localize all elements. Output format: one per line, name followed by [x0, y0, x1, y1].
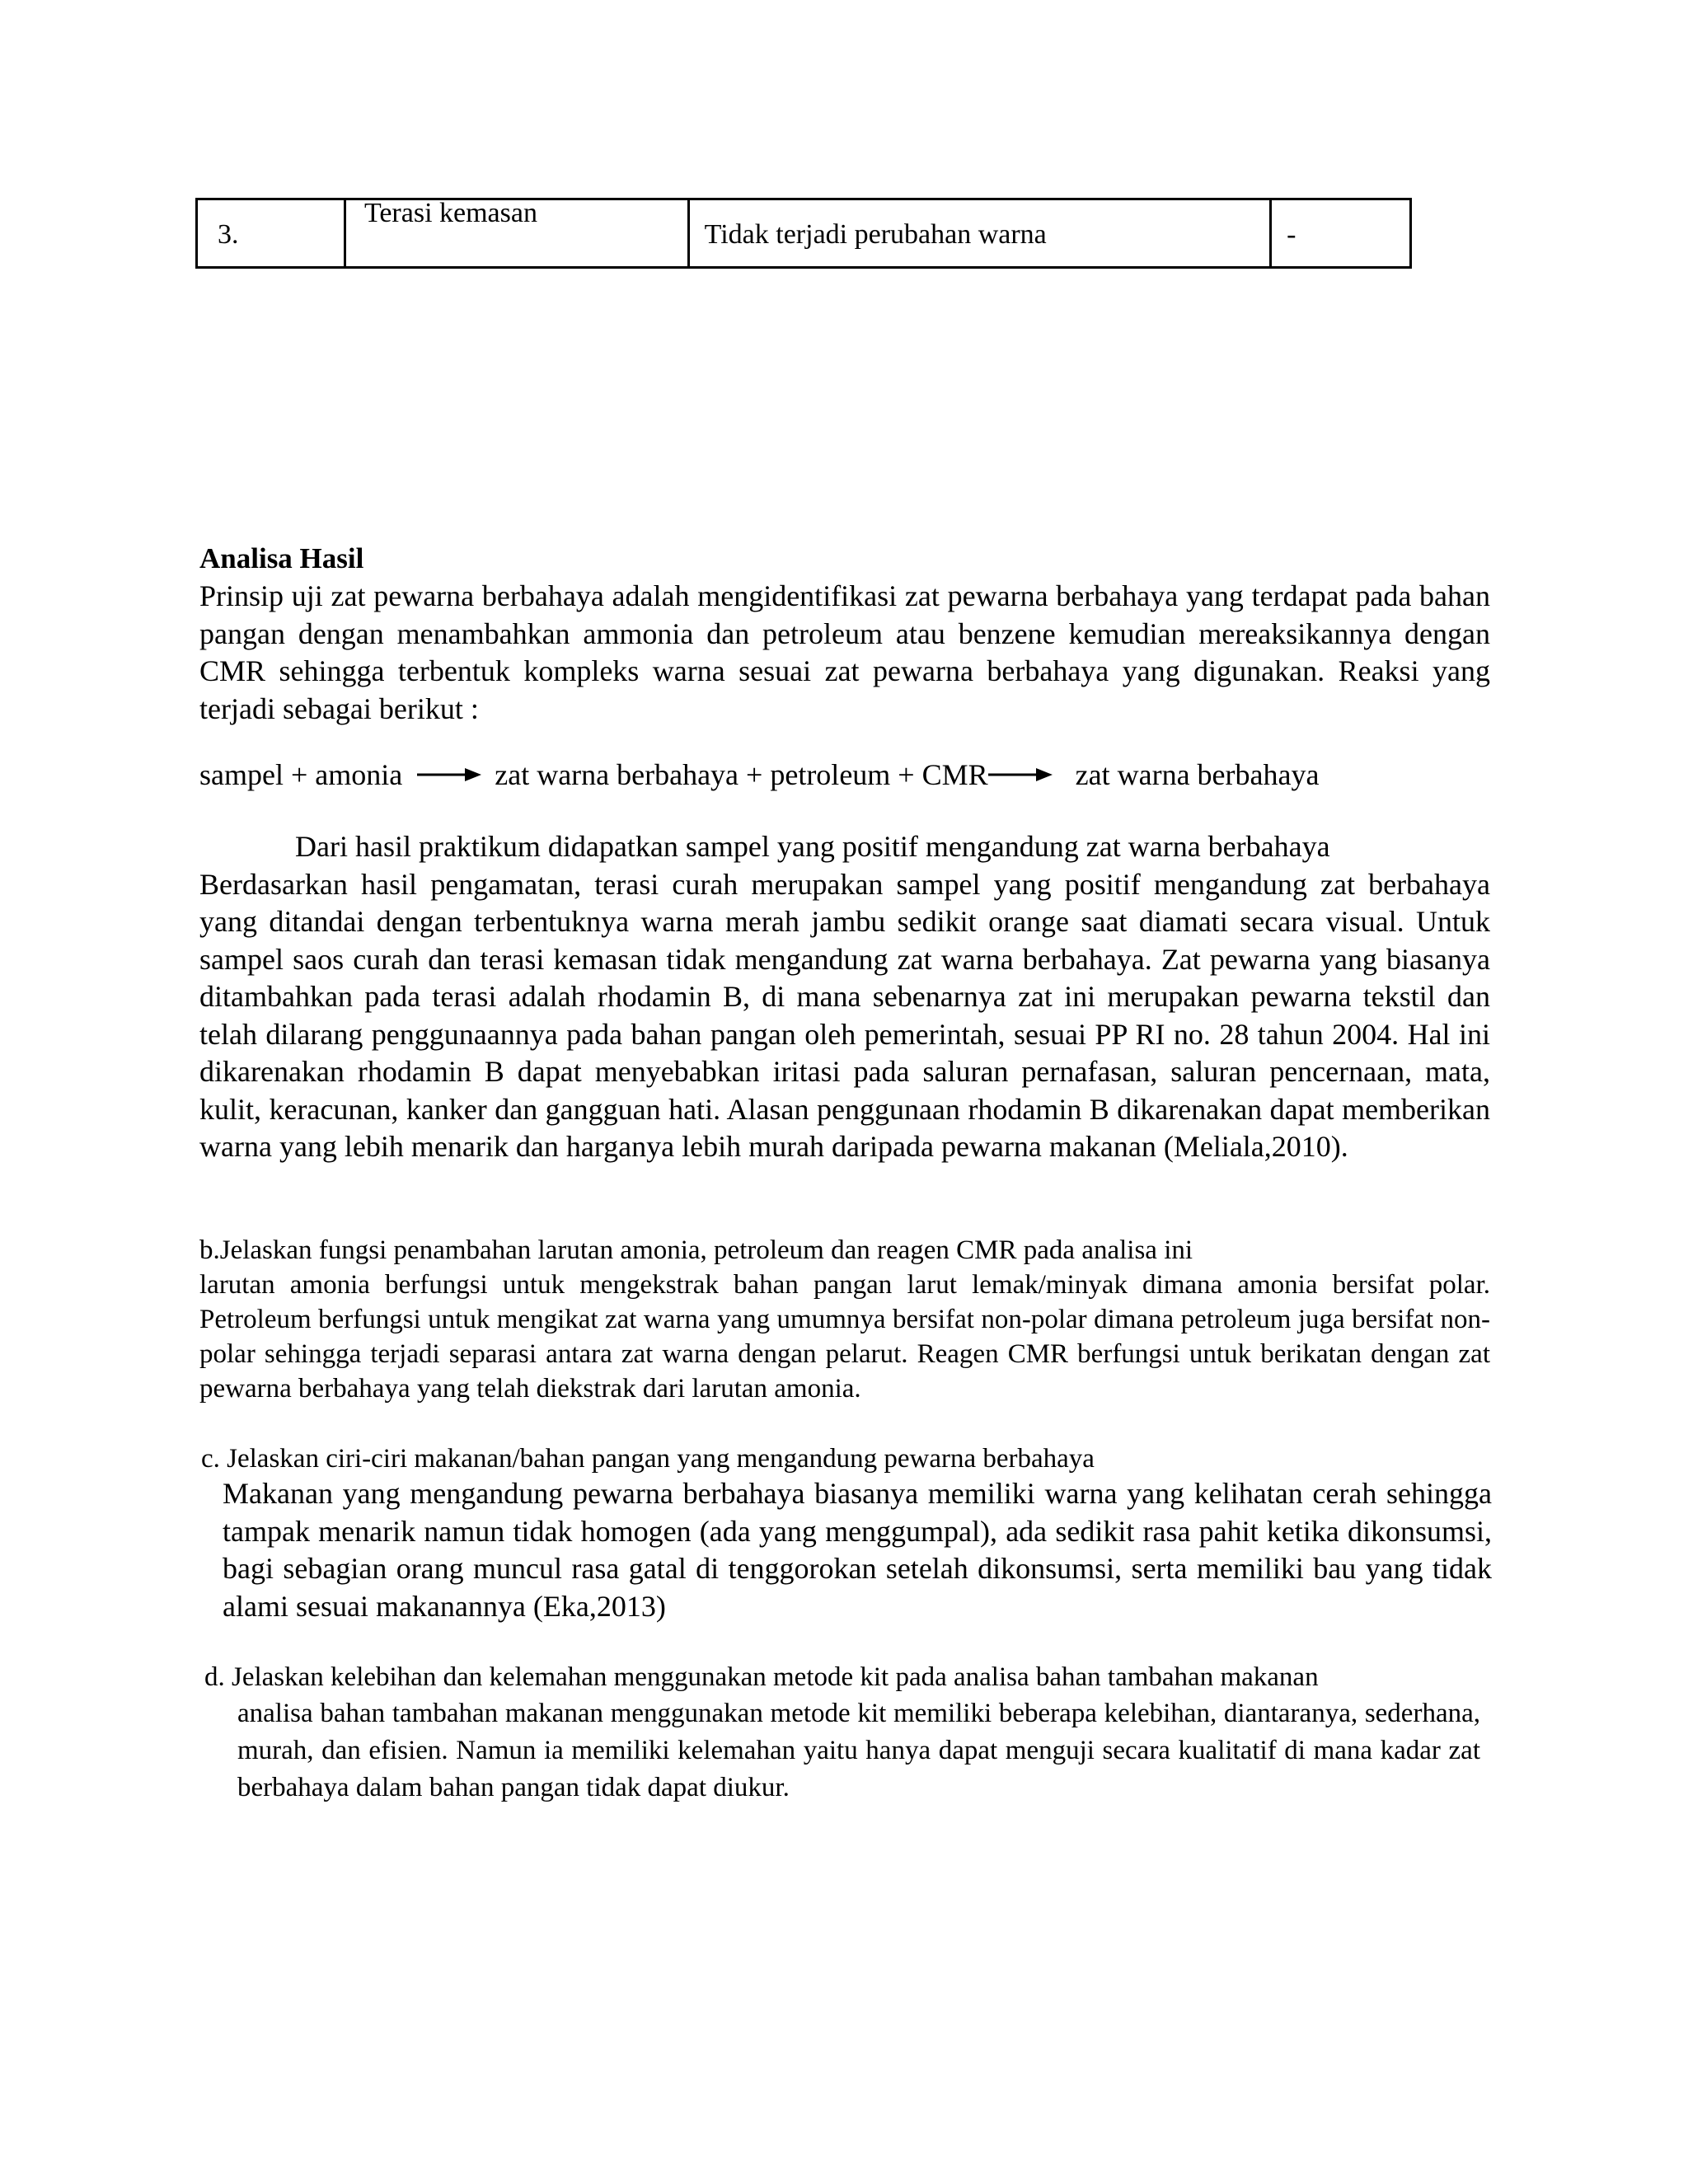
answer-d: analisa bahan tambahan makanan menggunakan metode kit memiliki beberapa kelebihan, diantaranya, sederhana, murah, dan efisien. Namun ia memiliki kelemahan yaitu hanya dapat menguji secara kualitatif di mana kadar zat berbahaya dalam bahan pangan tidak dapat diukur. [237, 1699, 1480, 1802]
question-c-section [201, 1441, 1492, 1476]
analysis-intro: Prinsip uji zat pewarna berbahaya adalah mengidentifikasi zat pewarna berbahaya yang terdapat pada bahan pangan dengan menambahkan ammonia dan petroleum atau benzene kemudian mereaksikannya dengan CMR sehingga terbentuk kompleks warna sesuai zat pewarna berbahaya yang digunakan. Reaksi yang terjadi sebagai berikut : [199, 579, 1490, 725]
conclusion-value: - [1287, 219, 1296, 250]
table-row [197, 199, 1411, 268]
analysis-section [199, 540, 1490, 728]
table-cell-conclusion [1271, 199, 1411, 268]
arrow-right-icon [417, 766, 481, 783]
table-cell-sample [345, 199, 688, 268]
question-d-section [204, 1660, 1495, 1694]
analysis-results [199, 828, 1490, 1166]
reaction-equation [199, 756, 1490, 794]
results-first-line: Dari hasil praktikum didapatkan sampel yang positif mengandung zat warna berbahaya [295, 830, 1330, 863]
table-cell-result [688, 199, 1270, 268]
observation-table [195, 198, 1412, 269]
answer-c-section [223, 1475, 1492, 1625]
reaction-product: zat warna berbahaya [1075, 758, 1320, 791]
reaction-reactants: sampel + amonia [199, 758, 403, 791]
sample-name: Terasi kemasan [363, 198, 537, 228]
table-cell-number [197, 199, 345, 268]
row-number: 3. [218, 219, 239, 250]
question-b: b.Jelaskan fungsi penambahan larutan amonia, petroleum dan reagen CMR pada analisa ini [199, 1235, 1193, 1265]
answer-d-section [237, 1695, 1480, 1807]
question-b-section [199, 1233, 1490, 1406]
reaction-intermediate: zat warna berbahaya + petroleum + CMR [495, 758, 988, 791]
results-body: Berdasarkan hasil pengamatan, terasi curah merupakan sampel yang positif mengandung zat berbahaya yang ditandai dengan terbentuknya warna merah jambu sedikit orange saat diamati secara visual. Untuk sampel saos curah dan terasi kemasan tidak mengandung zat warna berbahaya. Zat pewarna yang biasanya ditambahkan pada terasi adalah rhodamin B, di mana sebenarnya zat ini merupakan pewarna tekstil dan telah dilarang penggunaannya pada bahan pangan oleh pemerintah, sesuai PP RI no. 28 tahun 2004. Hal ini dikarenakan rhodamin B dapat menyebabkan iritasi pada saluran pernafasan, saluran pencernaan, mata, kulit, keracunan, kanker dan gangguan hati. Alasan penggunaan rhodamin B dikarenakan dapat memberikan warna yang lebih menarik dan harganya lebih murah daripada pewarna makanan (Meliala,2010). [199, 867, 1490, 1163]
question-d: d. Jelaskan kelebihan dan kelemahan menggunakan metode kit pada analisa bahan tambahan makanan [204, 1662, 1319, 1692]
arrow-right-icon [988, 766, 1053, 783]
section-heading: Analisa Hasil [199, 542, 364, 574]
observation-result: Tidak terjadi perubahan warna [704, 219, 1047, 250]
answer-b: larutan amonia berfungsi untuk mengekstrak bahan pangan larut lemak/minyak dimana amonia bersifat polar. Petroleum berfungsi untuk mengikat zat warna yang umumnya bersifat non-polar dimana petroleum juga bersifat non-polar sehingga terjadi separasi antara zat warna dengan pelarut. Reagen CMR berfungsi untuk berikatan dengan zat pewarna berbahaya yang telah diekstrak dari larutan amonia. [199, 1270, 1490, 1404]
answer-c: Makanan yang mengandung pewarna berbahaya biasanya memiliki warna yang kelihatan cerah sehingga tampak menarik namun tidak homogen (ada yang menggumpal), ada sedikit rasa pahit ketika dikonsumsi, bagi sebagian orang muncul rasa gatal di tenggorokan setelah dikonsumsi, serta memiliki bau yang tidak alami sesuai makanannya (Eka,2013) [223, 1477, 1492, 1623]
question-c: c. Jelaskan ciri-ciri makanan/bahan pangan yang mengandung pewarna berbahaya [201, 1444, 1095, 1474]
